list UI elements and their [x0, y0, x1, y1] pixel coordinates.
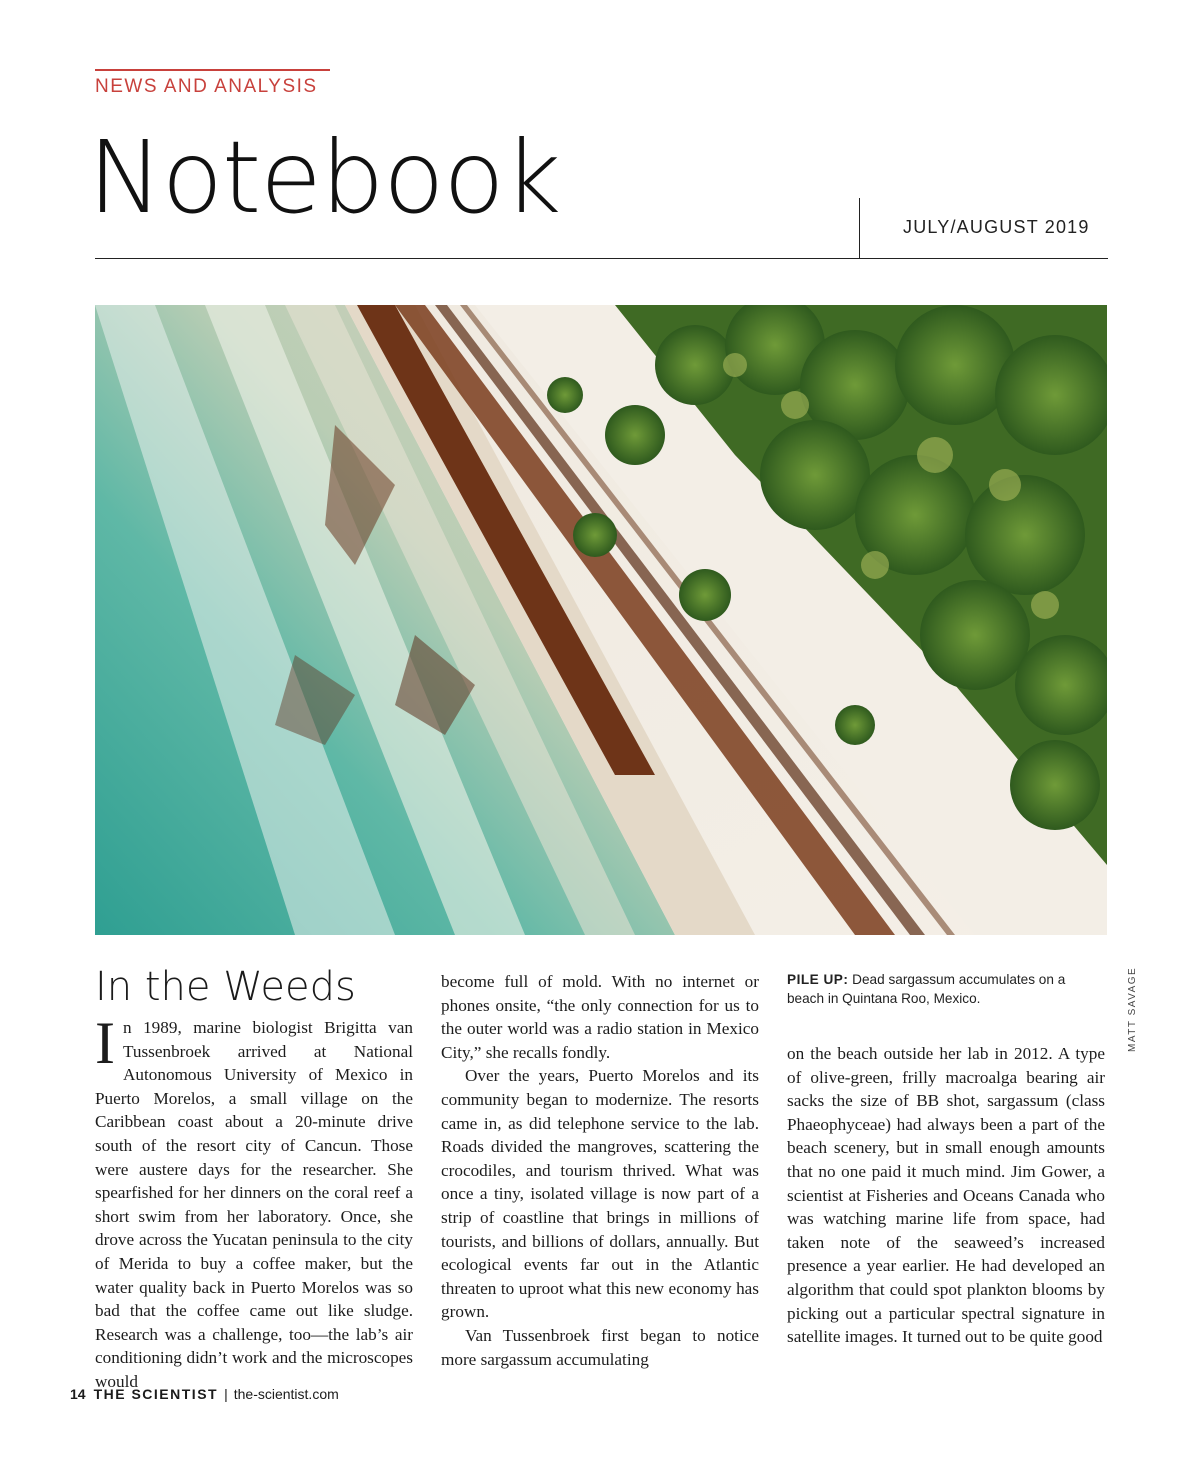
- article-paragraph: Over the years, Puerto Morelos and its community began to modernize. The resorts came in, as did telephone service to the lab. Roads divided the mangroves, scattering the crocodiles, and tourism thrived. What was once a tiny, isolated village is now part of a strip of coastline that brings in millions of tourists, and billions of dollars, annually. But ecological events far out in the Atlantic threaten to uproot what this new economy has grown.: [441, 1066, 759, 1322]
- caption-lead: PILE UP:: [787, 972, 849, 987]
- section-label: NEWS AND ANALYSIS: [95, 76, 318, 97]
- article-paragraph: [95, 1010, 413, 1394]
- footer-separator: |: [224, 1386, 228, 1402]
- article-headline: In the Weeds: [95, 964, 356, 1010]
- section-rule: [95, 69, 330, 71]
- publication-name: THE SCIENTIST: [93, 1386, 219, 1402]
- article-paragraph: become full of mold. With no internet or phones onsite, “the only connection for us to the outer world was a radio station in Mexico City,” she recalls fondly.: [441, 972, 759, 1062]
- page-number: 14: [70, 1386, 86, 1402]
- caption-text: Dead sargassum accumulates on a beach in Quintana Roo, Mexico.: [787, 972, 1066, 1006]
- page-footer: [70, 1386, 339, 1402]
- photo-caption: [787, 970, 1105, 1008]
- article-column-1: [95, 1010, 413, 1394]
- drop-cap: I: [95, 1010, 115, 1076]
- aerial-beach-photo: [95, 305, 1107, 935]
- masthead-title: Notebook: [88, 119, 561, 236]
- article-column-3: [787, 1042, 1105, 1349]
- article-column-2: [441, 970, 759, 1371]
- photo-credit-text: MATT SAVAGE: [1127, 966, 1138, 1052]
- aerial-beach-illustration: [95, 305, 1107, 935]
- masthead-divider: [859, 198, 860, 259]
- article-paragraph: Van Tussenbroek first began to notice more sargassum accumulating: [441, 1325, 759, 1369]
- issue-date: JULY/AUGUST 2019: [903, 217, 1090, 237]
- paragraph-text: n 1989, marine biologist Brigitta van Tussenbroek arrived at National Autonomous University of Mexico in Puerto Morelos, a small village on the Caribbean coast about a 20-minute drive south of the resort city of Cancun. Those were austere days for the researcher. She spearfished for her dinners on the coral reef a short swim from her laboratory. Once, she drove across the Yucatan peninsula to the city of Merida to buy a coffee maker, but the water quality back in Puerto Morelos was so bad that the coffee came out like sludge. Research was a challenge, too—the lab’s air conditioning didn’t work and the microscopes would: [95, 1018, 413, 1391]
- article-paragraph: on the beach outside her lab in 2012. A type of olive-green, frilly macroalga bearing air sacks the size of BB shot, sargassum (class Phaeophyceae) had always been a part of the beach scenery, but in small enough amounts that no one paid it much mind. Jim Gower, a scientist at Fisheries and Oceans Canada who was watching marine life from space, had taken note of the seaweed’s increased presence a year earlier. He had developed an algorithm that could spot plankton blooms by picking out a particular spectral signature in satellite images. It turned out to be quite good: [787, 1044, 1105, 1347]
- website-link[interactable]: the-scientist.com: [233, 1386, 339, 1402]
- masthead-rule: [95, 258, 1108, 259]
